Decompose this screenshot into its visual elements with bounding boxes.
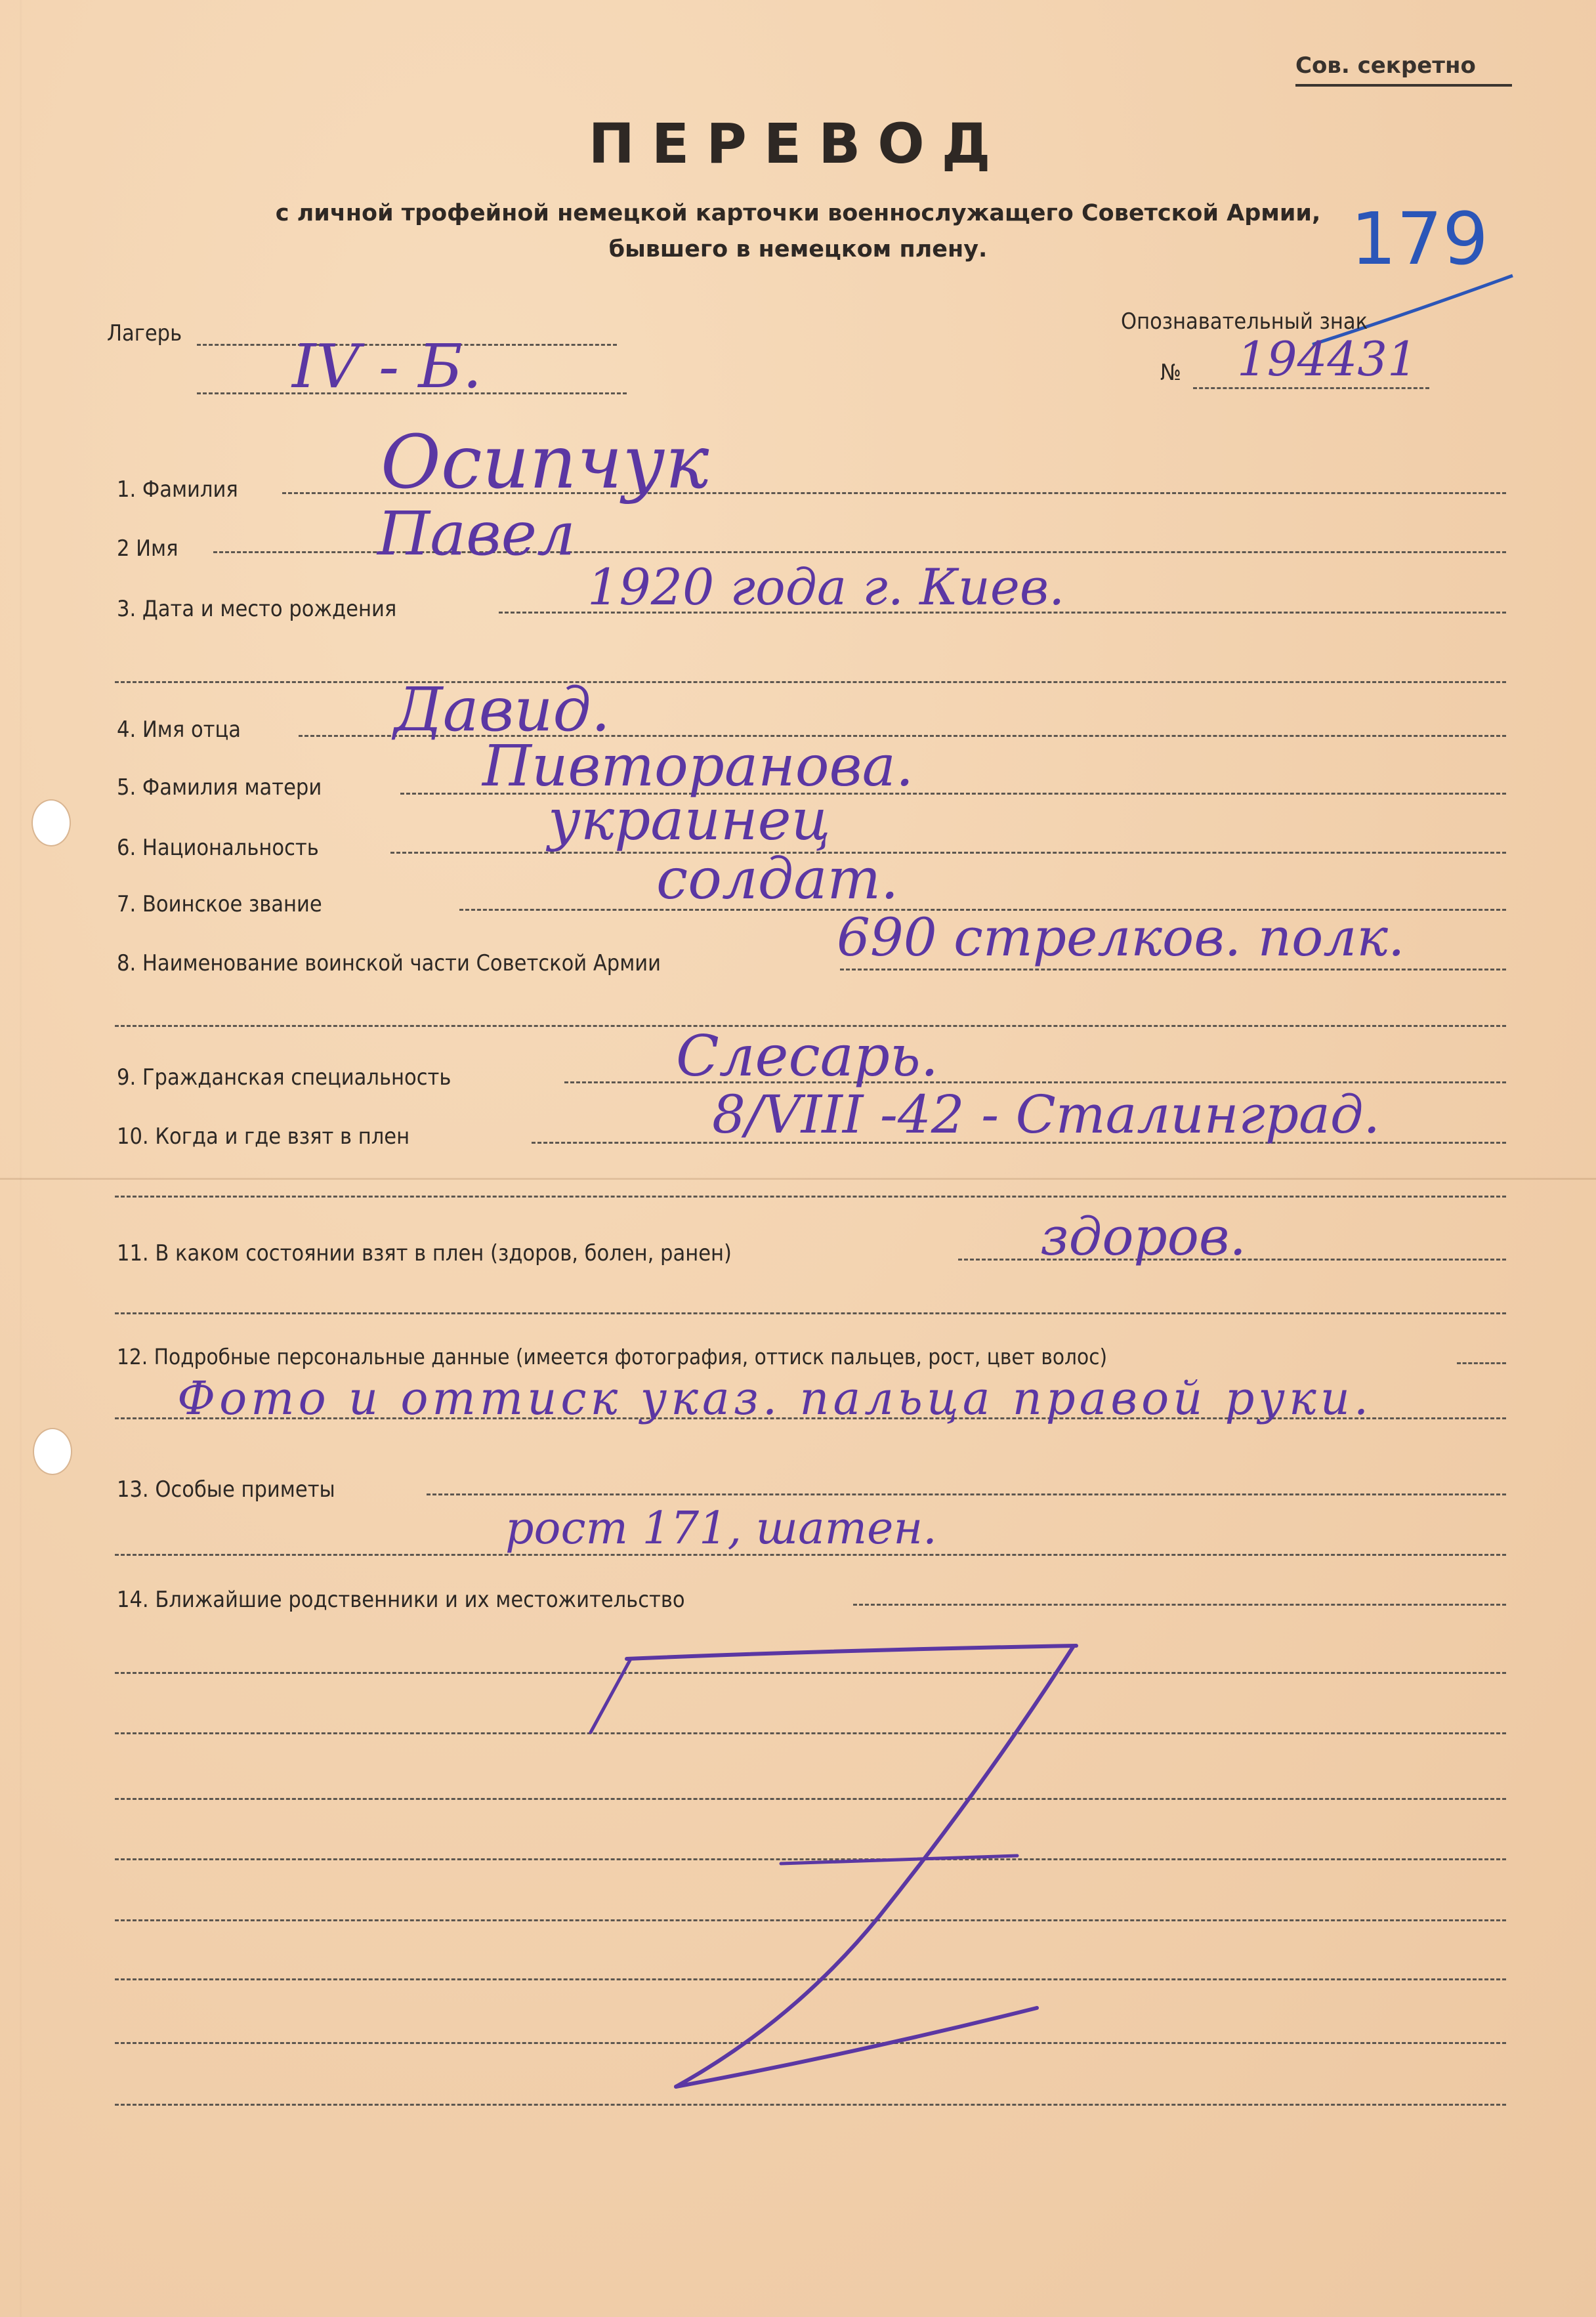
field-profession-label: 9. Гражданская специальность bbox=[117, 1064, 452, 1091]
camp-value: IV - Б. bbox=[292, 331, 482, 402]
field-nationality-label: 6. Национальность bbox=[117, 835, 319, 861]
document-title: ПЕРЕВОД bbox=[588, 112, 1008, 176]
field-capture-value: 8/VIII -42 - Сталинград. bbox=[712, 1084, 1380, 1145]
field-marks-value: рост 171, шатен. bbox=[505, 1503, 937, 1555]
field-nationality-value: украинец bbox=[548, 787, 831, 853]
document-subtitle-line2: бывшего в немецком плену. bbox=[608, 236, 988, 262]
field-condition-value: здоров. bbox=[1040, 1206, 1246, 1267]
field-father-value: Давид. bbox=[394, 675, 610, 745]
strike-through-mark bbox=[578, 1634, 1102, 2106]
field-condition-label: 11. В каком состоянии взят в плен (здоров, болен, ранен) bbox=[117, 1240, 732, 1266]
field-name-label: 2 Имя bbox=[117, 535, 178, 562]
field-name-value: Павел bbox=[377, 499, 576, 569]
field-unit-value: 690 стрелков. полк. bbox=[837, 907, 1405, 968]
field-unit-label: 8. Наименование воинской части Советской Армии bbox=[117, 950, 662, 976]
field-surname-label: 1. Фамилия bbox=[117, 476, 238, 503]
field-father-label: 4. Имя отца bbox=[117, 717, 242, 743]
field-mother-value: Пивторанова. bbox=[482, 734, 914, 799]
field-rank-label: 7. Воинское звание bbox=[117, 891, 322, 917]
id-tag-number-prefix: № bbox=[1160, 360, 1181, 386]
field-relatives-label: 14. Ближайшие родственники и их местожительство bbox=[117, 1587, 685, 1613]
field-marks-line bbox=[427, 1493, 1506, 1495]
field-capture-line-2 bbox=[115, 1196, 1506, 1198]
field-profession-value: Слесарь. bbox=[676, 1024, 939, 1089]
id-tag-line bbox=[1193, 387, 1429, 389]
field-capture-label: 10. Когда и где взят в плен bbox=[117, 1123, 410, 1150]
field-surname-value: Осипчук bbox=[381, 420, 709, 505]
field-relatives-line bbox=[853, 1604, 1506, 1606]
punch-hole bbox=[32, 799, 71, 846]
fold-crease bbox=[0, 1178, 1596, 1180]
classification-stamp: Сов. секретно bbox=[1295, 52, 1476, 79]
field-birth-label: 3. Дата и место рождения bbox=[117, 596, 397, 622]
field-rank-value: солдат. bbox=[656, 846, 899, 912]
field-details-value: Фото и оттиск указ. пальца правой руки. bbox=[177, 1371, 1373, 1425]
camp-label: Лагерь bbox=[107, 320, 182, 346]
field-marks-label: 13. Особые приметы bbox=[117, 1476, 335, 1503]
id-tag-label: Опознавательный знак bbox=[1121, 308, 1368, 335]
field-unit-line bbox=[840, 969, 1506, 971]
id-tag-value: 194431 bbox=[1237, 331, 1418, 386]
punch-hole bbox=[33, 1428, 72, 1475]
field-condition-line-2 bbox=[115, 1312, 1506, 1314]
field-mother-label: 5. Фамилия матери bbox=[117, 774, 322, 801]
field-birth-line-2 bbox=[115, 681, 1506, 683]
classification-underline bbox=[1295, 84, 1512, 87]
archive-number-annotation: 179 bbox=[1351, 197, 1488, 281]
document-subtitle-line1: с личной трофейной немецкой карточки военнослужащего Советской Армии, bbox=[275, 200, 1321, 226]
field-details-label: 12. Подробные персональные данные (имеется фотография, оттиск пальцев, рост, цвет волос) bbox=[117, 1344, 1108, 1369]
field-details-line bbox=[1457, 1362, 1506, 1364]
field-birth-value: 1920 года г. Киев. bbox=[587, 558, 1065, 616]
